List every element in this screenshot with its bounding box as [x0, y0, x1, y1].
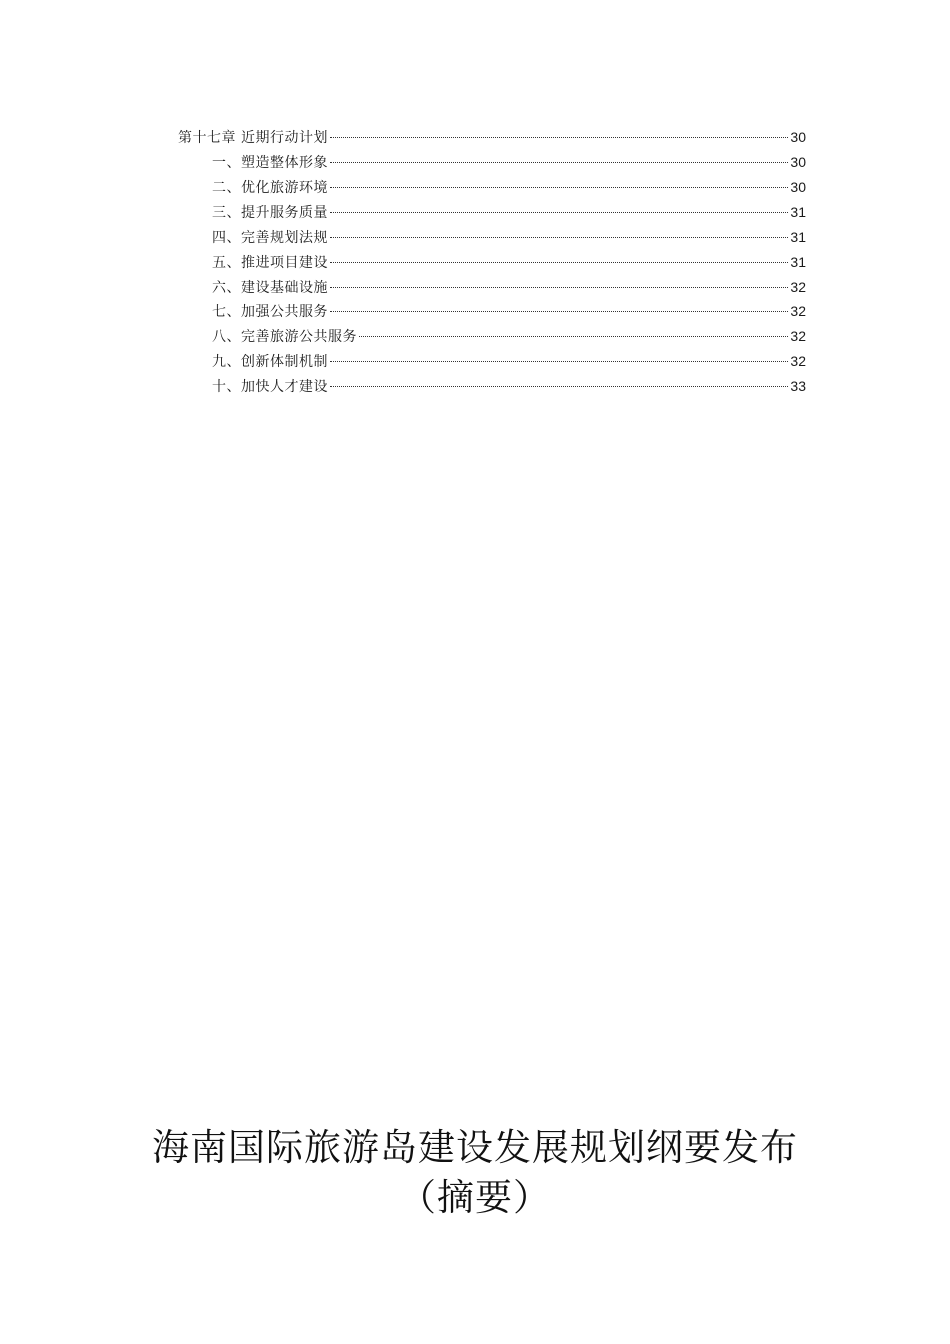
toc-dot-leader [330, 237, 788, 238]
toc-section-entry[interactable] [212, 177, 806, 197]
toc-section-entry[interactable] [212, 252, 806, 272]
toc-entry-label: 四、完善规划法规 [212, 230, 328, 246]
document-subtitle: （摘要） [399, 1176, 551, 1219]
toc-entry-page: 31 [790, 229, 806, 245]
toc-entry-page: 30 [790, 154, 806, 170]
toc-section-entry[interactable] [212, 152, 806, 172]
toc-entry-label: 五、推进项目建设 [212, 255, 328, 271]
toc-entry-page: 30 [790, 129, 806, 145]
toc-entry-label: 十、加快人才建设 [212, 379, 328, 395]
toc-dot-leader [330, 187, 788, 188]
toc-dot-leader [359, 336, 788, 337]
toc-entry-label: 一、塑造整体形象 [212, 155, 328, 171]
toc-entry-page: 32 [790, 279, 806, 295]
toc-entry-page: 33 [790, 378, 806, 394]
document-title-line: 海南国际旅游岛建设发展规划纲要发布 [152, 1126, 798, 1169]
document-title [0, 1125, 950, 1221]
toc-dot-leader [330, 311, 788, 312]
toc-dot-leader [330, 287, 788, 288]
toc-dot-leader [330, 212, 788, 213]
toc-dot-leader [330, 386, 788, 387]
toc-section-entry[interactable] [212, 227, 806, 247]
toc-section-entry[interactable] [212, 326, 806, 346]
toc-entry-label: 二、优化旅游环境 [212, 180, 328, 196]
toc-section-entry[interactable] [212, 277, 806, 297]
toc-section-entry[interactable] [212, 351, 806, 371]
toc-dot-leader [330, 137, 788, 138]
toc-entry-page: 30 [790, 179, 806, 195]
toc-entry-page: 31 [790, 254, 806, 270]
toc-entry-page: 32 [790, 303, 806, 319]
toc-section-entry[interactable] [212, 376, 806, 396]
toc-section-entry[interactable] [212, 301, 806, 321]
toc-section-entry[interactable] [212, 202, 806, 222]
toc-entry-label: 第十七章 近期行动计划 [178, 130, 328, 146]
toc-entry-label: 六、建设基础设施 [212, 280, 328, 296]
toc-entry-page: 31 [790, 204, 806, 220]
toc-dot-leader [330, 162, 788, 163]
toc-dot-leader [330, 361, 788, 362]
toc-entry-label: 九、创新体制机制 [212, 354, 328, 370]
toc-entry-label: 三、提升服务质量 [212, 205, 328, 221]
toc-chapter-entry[interactable] [178, 127, 806, 147]
toc-dot-leader [330, 262, 788, 263]
toc-entry-label: 七、加强公共服务 [212, 304, 328, 320]
toc-entry-page: 32 [790, 353, 806, 369]
toc-entry-label: 八、完善旅游公共服务 [212, 329, 357, 345]
toc-entry-page: 32 [790, 328, 806, 344]
